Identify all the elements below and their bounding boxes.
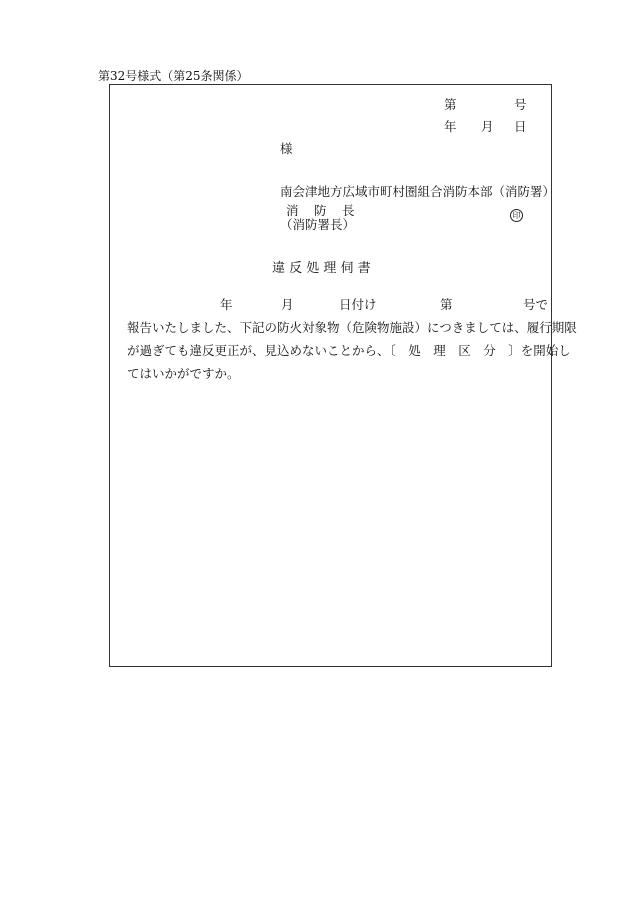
body-year: 年	[220, 297, 233, 312]
number-prefix: 第	[444, 97, 457, 112]
body-number-suffix: 号で	[523, 297, 549, 312]
sender-title-alt: （消防署長）	[280, 217, 356, 232]
sender-title-char1: 消	[286, 203, 299, 218]
sender-organization: 南会津地方広域市町村圏組合消防本部（消防署）	[280, 184, 556, 199]
form-number: 第32号様式（第25条関係）	[98, 69, 249, 83]
date-month: 月	[481, 119, 494, 134]
date-year: 年	[444, 119, 457, 134]
addressee-suffix: 様	[280, 141, 293, 156]
body-number-prefix: 第	[440, 297, 453, 312]
body-date: 日付け	[339, 297, 377, 312]
body-month: 月	[281, 297, 294, 312]
body-line-4: てはいかがですか。	[127, 366, 240, 381]
sender-title-char3: 長	[342, 203, 355, 218]
date-day: 日	[514, 119, 527, 134]
number-suffix: 号	[514, 97, 527, 112]
body-line-3: が過ぎても違反更正が、見込めないことから、〔 処 理 区 分 〕を開始し	[127, 343, 571, 358]
body-line-2: 報告いたしました、下記の防火対象物（危険物施設）につきましては、履行期限	[127, 320, 577, 335]
seal-icon: 印	[510, 209, 523, 222]
document-title: 違 反 処 理 伺 書	[272, 261, 371, 276]
sender-title-char2: 防	[314, 203, 327, 218]
